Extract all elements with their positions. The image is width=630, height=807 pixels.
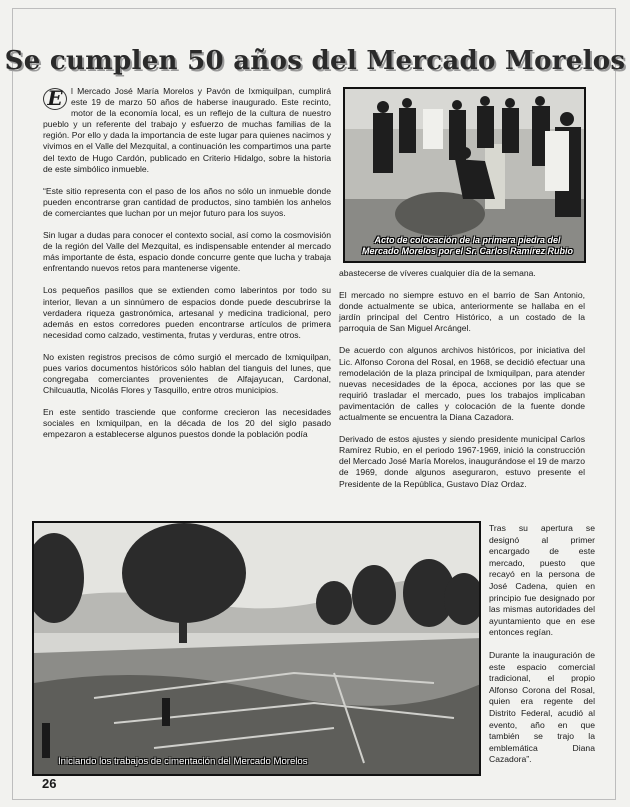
article-column-3 <box>489 523 595 777</box>
paragraph: Sin lugar a dudas para conocer el contexto social, así como la cosmovisión de la región del Valle del Mezquital, es indispensable entender al mercado más importante de ésta, espacio donde concurre gente que lucha y trabaja enfrentando nuevos retos para mantenerse vigente. <box>43 230 331 274</box>
paragraph: Tras su apertura se designó al primer encargado de este mercado, puesto que recayó en la persona de José Cadena, quien en principio fue designado por las mismas autoridades del ayuntamiento que en ese entonces regían. <box>489 523 595 638</box>
paragraph: De acuerdo con algunos archivos históricos, por iniciativa del Lic. Alfonso Corona del Rosal, en 1968, se decidió efectuar una remodelación de la plaza principal de Ixmiquilpan, para atender nuevas necesidades de la época, acciones por las que se requirió trasladar el mercado, pues los trabajos implicaban pavimentación de calles y colocación de la fuente donde actualmente se encuentra la Diana Cazadora. <box>339 345 585 423</box>
paragraph: El mercado no siempre estuvo en el barrio de San Antonio, donde actualmente se ubica, anteriormente se hallaba en el jardín principal del Centro Histórico, a un costado de la parroquia de San Miguel Arcángel. <box>339 290 585 334</box>
photo-foundation-illustration <box>34 523 481 776</box>
paragraph: En este sentido trasciende que conforme crecieron las necesidades sociales en Ixmiquilpan, en la década de los 20 del siglo pasado empezaron a establecerse algunos puestos donde la población podía <box>43 407 331 440</box>
paragraph: No existen registros precisos de cómo surgió el mercado de Ixmiquilpan, pues varios documentos históricos sólo hablan del tianguis del lunes, que congregaba comerciantes provenientes de Alfajayucan, Cardonal, Chilcuautla, Nicolás Flores y Tasquillo, entre otros municipios. <box>43 351 331 396</box>
photo-first-stone-ceremony <box>343 87 586 263</box>
paragraph: Los pequeños pasillos que se extienden como laberintos por todo su interior, llevan a un sinnúmero de espacios donde puede descubrirse la verdadera riqueza gastronómica, artesanal y medicina tradicional, pero además en estos corredores pueden encontrarse artículos de primera necesidad como calzado, vestimenta, frutas y verduras, entre otros. <box>43 285 331 340</box>
paragraph: Derivado de estos ajustes y siendo presidente municipal Carlos Ramírez Rubio, en el periodo 1967-1969, inició la construcción del Mercado José María Morelos, inaugurándose el 19 de marzo de 1969, donde algunos aseguraron, estuvo presente el Presidente de la República, Gustavo Díaz Ordaz. <box>339 434 586 489</box>
article-column-1 <box>43 86 331 452</box>
photo-caption: Iniciando los trabajos de cimentación del Mercado Morelos <box>58 756 308 767</box>
paragraph: abastecerse de víveres cualquier día de la semana. <box>339 268 536 278</box>
paragraph: “Este sitio representa con el paso de los años no sólo un inmueble donde pueden encontrarse gran cantidad de productos, sino también los anhelos de comerciantes que luchan por un mejor futuro para los suyos. <box>43 185 331 218</box>
page-number: 26 <box>42 776 57 791</box>
article-title: Se cumplen 50 años del Mercado Morelos <box>4 46 626 76</box>
paragraph: Durante la inauguración de este espacio comercial tradicional, el propio Alfonso Corona del Rosal, quien era regente del Distrito Federal, acudió al evento, año en que también se trajo la emblemática Diana Cazadora”. <box>489 649 595 765</box>
photo-foundation-works <box>32 521 481 776</box>
drop-cap: E <box>43 88 67 110</box>
paragraph: E l Mercado José María Morelos y Pavón de Ixmiquilpan, cumplirá este 19 de marzo 50 años de haberse inaugurado. Este recinto, motor de la economía local, es un reflejo de la cultura de nuestro pueblo y un referente del trabajo y esfuerzo de muchas familias de la región. Por ello y dada la importancia de este lugar para quienes nacimos y vivimos en el Valle del Mezquital, a continuación les compartimos una parte del texto de Hugo Cardón, publicado en Criterio Hidalgo, sobre la historia de este simbólico inmueble. <box>43 86 331 174</box>
article-column-2 <box>339 268 585 501</box>
photo-caption: Acto de colocación de la primera piedra del Mercado Morelos por el Sr. Carlos Ramírez Rubio <box>361 235 574 256</box>
